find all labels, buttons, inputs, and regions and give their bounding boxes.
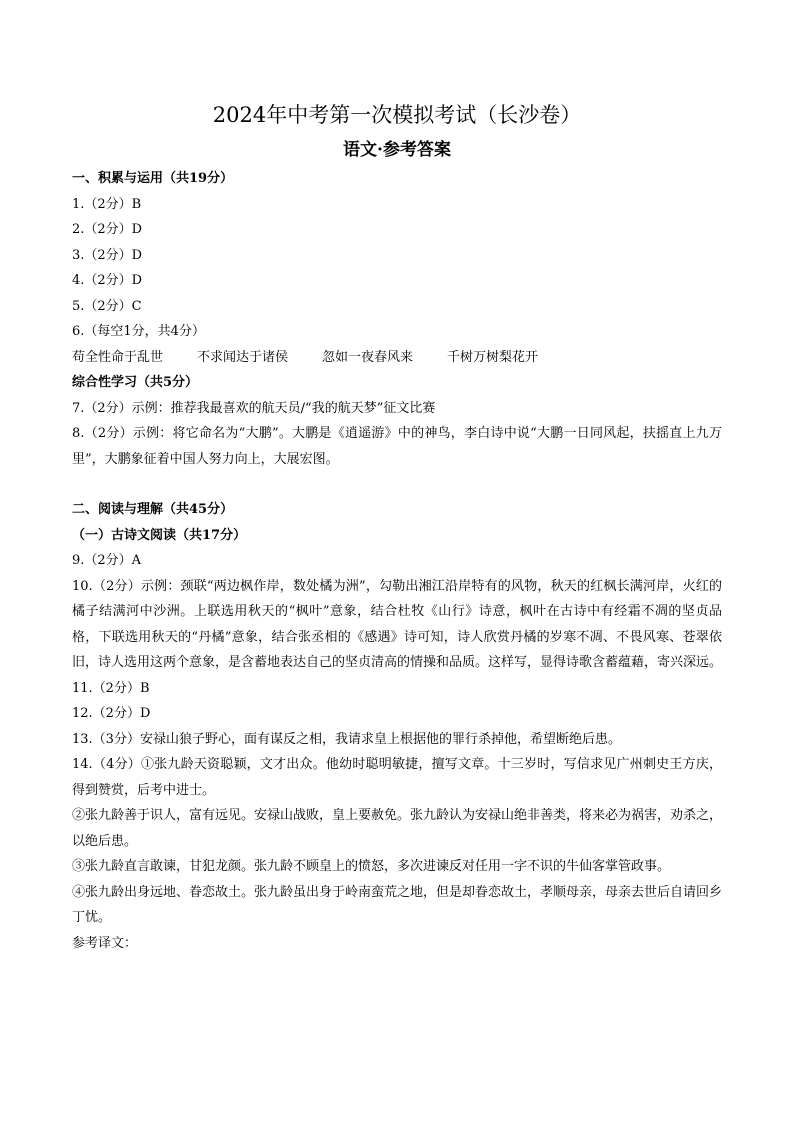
page-subtitle: 语文·参考答案 <box>343 140 451 160</box>
answer-q13: 13.（3分）安禄山狼子野心，面有谋反之相，我请求皇上根据他的罪行杀掉他，希望断绝后患。 <box>72 731 621 747</box>
answer-q2: 2.（2分）D <box>72 222 143 237</box>
q6-fill-4: 千树万树梨花开 <box>447 349 539 365</box>
answer-q5: 5.（2分）C <box>72 298 142 314</box>
answer-q14-point4: ④张九龄出身远地、眷恋故土。张九龄虽出身于岭南蛮荒之地，但是却眷恋故土，孝顺母亲，母亲去世后自请回乡丁忧。 <box>72 884 723 925</box>
answer-q11: 11.（2分）B <box>72 680 150 696</box>
q6-fill-1: 苟全性命于乱世 <box>72 349 164 365</box>
answer-q7: 7.（2分）示例：推荐我最喜欢的航天员/“我的航天梦”征文比赛 <box>72 400 436 416</box>
answer-q14-point3: ③张九龄直言敢谏，甘犯龙颜。张九龄不顾皇上的愤怒，多次进谏反对任用一字不识的牛仙客掌管政事。 <box>72 859 671 874</box>
section-heading-1: 一、积累与运用（共19分） <box>72 171 234 186</box>
answer-q1: 1.（2分）B <box>72 196 142 212</box>
answer-q9: 9.（2分）A <box>72 553 142 568</box>
answer-q14-point1: 14.（4分）①张九龄天资聪颖，文才出众。他幼时聪明敏捷，擅写文章。十三岁时，写信求见广州刺史王方庆，得到赞赏，后考中进士。 <box>72 757 722 798</box>
section-spacer <box>72 472 722 497</box>
answer-q14-point2: ②张九龄善于识人，富有远见。安禄山战败，皇上要赦免。张九龄认为安禄山绝非善类，将来必为祸害，劝杀之，以绝后患。 <box>72 808 723 849</box>
answer-q3: 3.（2分）D <box>72 247 143 263</box>
q6-fill-row <box>72 345 722 371</box>
reference-translation-label: 参考译文： <box>72 935 138 951</box>
answer-q4: 4.（2分）D <box>72 273 143 288</box>
answer-q12: 12.（2分）D <box>72 706 151 721</box>
section-heading-2: 二、阅读与理解（共45分） <box>72 502 234 517</box>
answer-q8: 8.（2分）示例：将它命名为“大鹏”。大鹏是《逍遥游》中的神鸟，李白诗中说“大鹏一日同风起，扶摇直上九万里”，大鹏象征着中国人努力向上，大展宏图。 <box>72 426 722 467</box>
answer-body <box>72 166 722 956</box>
answer-q6: 6.（每空1分，共4分） <box>72 324 205 339</box>
sub-heading-comprehensive: 综合性学习（共5分） <box>72 375 199 390</box>
sub-heading-classical: （一）古诗文阅读（共17分） <box>72 527 247 543</box>
page-title: 2024年中考第一次模拟考试（长沙卷） <box>212 103 582 127</box>
q6-fill-2: 不求闻达于诸侯 <box>197 349 289 365</box>
answer-q10: 10.（2分）示例：颈联“两边枫作岸，数处橘为洲”，勾勒出湘江沿岸特有的风物，秋天的红枫长满河岸，火红的橘子结满河中沙洲。上联选用秋天的“枫叶”意象，结合杜牧《山行》诗意，枫叶在古诗中有经霜不凋的坚贞品格，下联选用秋天的“丹橘”意象，结合张丞相的《感遇》诗可知，诗人欣赏丹橘的岁寒不凋、不畏风寒、苍翠依旧，诗人选用这两个意象，是含蓄地表达自己的坚贞清高的情操和品质。这样写，显得诗歌含蓄蕴藉，寄兴深远。 <box>72 578 723 670</box>
q6-fill-3: 忽如一夜春风来 <box>322 349 414 365</box>
